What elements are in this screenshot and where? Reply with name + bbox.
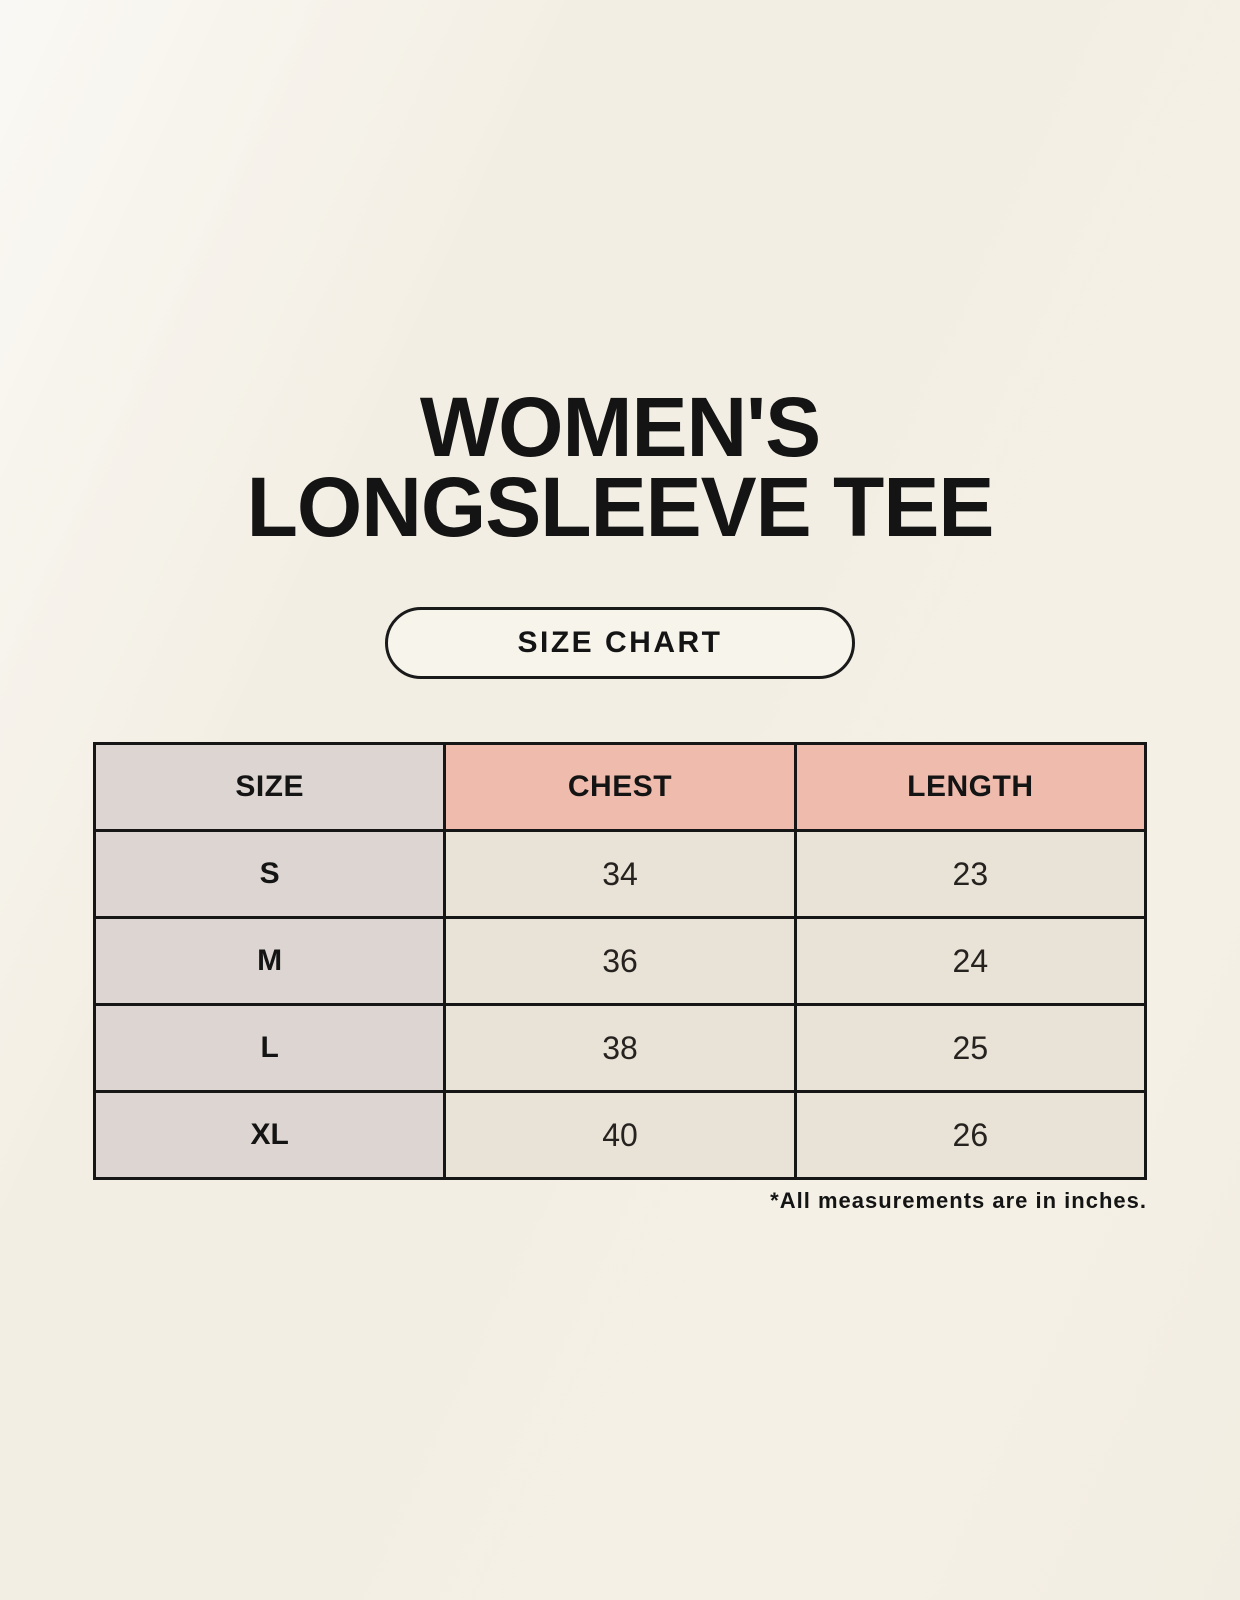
table-row bbox=[95, 918, 1146, 1005]
table-header-row bbox=[95, 744, 1146, 831]
size-label-s: S bbox=[95, 831, 445, 918]
length-value-l: 25 bbox=[795, 1005, 1145, 1092]
size-chart-table-container bbox=[93, 742, 1147, 1180]
size-label-m: M bbox=[95, 918, 445, 1005]
chest-value-xl: 40 bbox=[445, 1092, 795, 1179]
page-title-line2: LONGSLEEVE TEE bbox=[246, 459, 994, 554]
length-value-xl: 26 bbox=[795, 1092, 1145, 1179]
chest-value-s: 34 bbox=[445, 831, 795, 918]
size-chart-button[interactable] bbox=[385, 607, 855, 679]
length-value-s: 23 bbox=[795, 831, 1145, 918]
column-header-length: LENGTH bbox=[795, 744, 1145, 831]
page-title-line1: WOMEN'S bbox=[419, 380, 821, 474]
column-header-size: SIZE bbox=[95, 744, 445, 831]
table-row bbox=[95, 1092, 1146, 1179]
column-header-chest: CHEST bbox=[445, 744, 795, 831]
page-title bbox=[0, 380, 1240, 554]
chest-value-m: 36 bbox=[445, 918, 795, 1005]
size-chart-button-label: SIZE CHART bbox=[517, 626, 723, 659]
table-row bbox=[95, 831, 1146, 918]
size-label-l: L bbox=[95, 1005, 445, 1092]
chest-value-l: 38 bbox=[445, 1005, 795, 1092]
length-value-m: 24 bbox=[795, 918, 1145, 1005]
size-chart-table bbox=[93, 742, 1147, 1180]
size-label-xl: XL bbox=[95, 1092, 445, 1179]
measurements-footnote: *All measurements are in inches. bbox=[770, 1188, 1147, 1213]
table-row bbox=[95, 1005, 1146, 1092]
